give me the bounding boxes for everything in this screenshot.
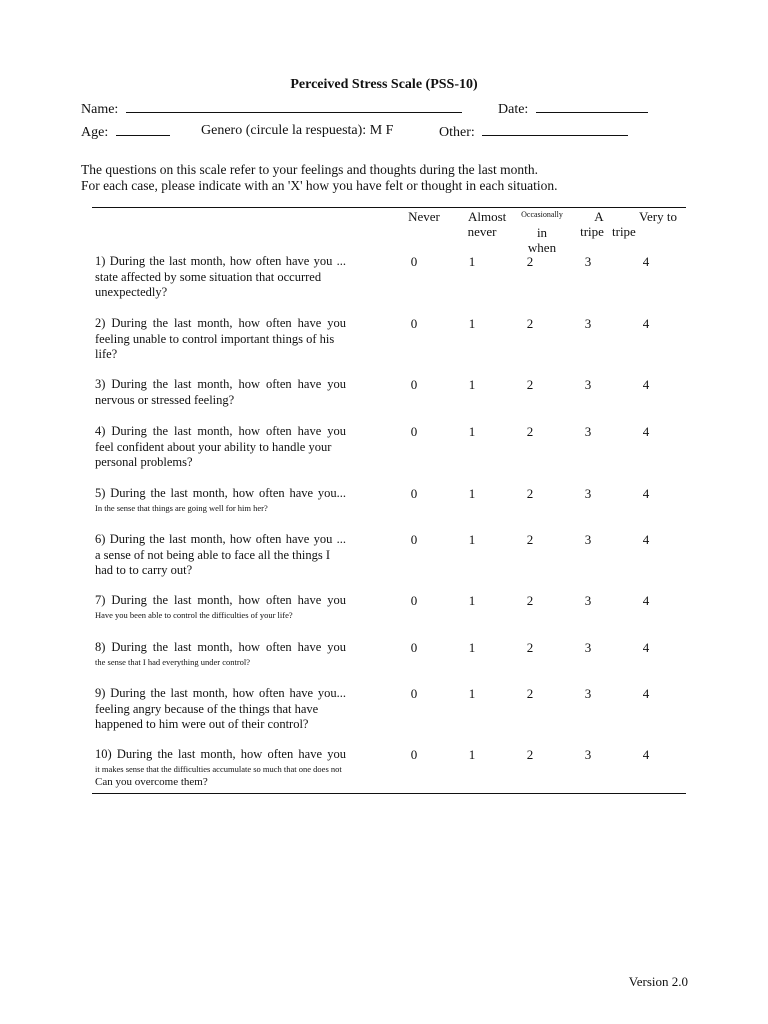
score-option[interactable]: 2 [526,747,534,762]
score-option[interactable]: 4 [642,532,650,547]
question-text [95,254,346,301]
question-lead: 7) During the last month, how often have you [95,593,346,607]
question-detail: a sense of not being able to face all the things I had to to carry out? [95,547,330,577]
score-option[interactable]: 0 [410,532,418,547]
name-field[interactable] [126,100,462,113]
score-option[interactable]: 1 [468,377,476,392]
question-text [95,593,346,621]
version-footer: Version 2.0 [628,974,688,989]
column-header-occasionally: Occasionally in when [521,210,563,255]
score-option[interactable]: 1 [468,254,476,269]
score-option[interactable]: 3 [584,747,592,762]
score-option[interactable]: 3 [584,640,592,655]
score-option[interactable]: 2 [526,532,534,547]
score-option[interactable]: 1 [468,747,476,762]
question-detail-2: Can you overcome them? [95,775,208,788]
question-text [95,316,346,363]
intro-line-2: For each case, please indicate with an 'X' how you have felt or thought in each situation. [81,178,558,193]
score-option[interactable]: 4 [642,640,650,655]
date-field-row [498,100,648,118]
score-option[interactable]: 4 [642,254,650,269]
question-detail: Have you been able to control the difficulties of your life? [95,609,293,620]
question-lead: 9) During the last month, how often have you... [95,686,346,700]
question-lead: 10) During the last month, how often have you [95,747,346,761]
question-detail: it makes sense that the difficulties accumulate so much that one does not [95,763,342,774]
score-option[interactable]: 3 [584,686,592,701]
table-top-rule [92,207,686,208]
score-option[interactable]: 2 [526,377,534,392]
question-text [95,486,346,514]
score-option[interactable]: 4 [642,593,650,608]
score-option[interactable]: 0 [410,686,418,701]
form-title: Perceived Stress Scale (PSS-10) [290,77,478,92]
score-option[interactable]: 2 [526,640,534,655]
other-field[interactable] [482,123,628,136]
name-field-row [81,100,462,118]
other-field-row [439,123,628,141]
date-field[interactable] [536,100,648,113]
score-option[interactable]: 3 [584,424,592,439]
question-text [95,747,346,790]
question-detail: feeling unable to control important things of his life? [95,331,335,361]
score-option[interactable]: 1 [468,486,476,501]
score-option[interactable]: 0 [410,640,418,655]
score-option[interactable]: 0 [410,747,418,762]
score-option[interactable]: 1 [468,316,476,331]
score-option[interactable]: 1 [468,532,476,547]
question-detail: state affected by some situation that occurred unexpectedly? [95,269,322,299]
question-detail: In the sense that things are going well for him her? [95,502,268,513]
score-option[interactable]: 0 [410,486,418,501]
score-option[interactable]: 0 [410,316,418,331]
score-option[interactable]: 0 [410,254,418,269]
question-text [95,640,346,668]
score-option[interactable]: 1 [468,593,476,608]
column-header-almost-never: Almost never [467,209,507,239]
question-detail: the sense that I had everything under control? [95,656,251,667]
column-header-a-tripe: A tripe [580,209,604,239]
score-option[interactable]: 2 [526,486,534,501]
score-option[interactable]: 2 [526,424,534,439]
score-option[interactable]: 3 [584,486,592,501]
question-text [95,424,346,471]
score-option[interactable]: 4 [642,486,650,501]
question-lead: 5) During the last month, how often have you... [95,486,346,500]
score-option[interactable]: 1 [468,640,476,655]
score-option[interactable]: 4 [642,316,650,331]
question-detail: feel confident about your ability to handle your personal problems? [95,439,332,469]
question-lead: 6) During the last month, how often have you ... [95,532,346,546]
score-option[interactable]: 1 [468,424,476,439]
score-option[interactable]: 4 [642,424,650,439]
score-option[interactable]: 3 [584,377,592,392]
question-detail: nervous or stressed feeling? [95,392,235,407]
question-lead: 4) During the last month, how often have you [95,424,346,438]
score-option[interactable]: 3 [584,593,592,608]
score-option[interactable]: 1 [468,686,476,701]
score-option[interactable]: 4 [642,686,650,701]
question-lead: 2) During the last month, how often have you [95,316,346,330]
score-option[interactable]: 3 [584,532,592,547]
score-option[interactable]: 4 [642,747,650,762]
score-option[interactable]: 3 [584,316,592,331]
age-label: Age: [81,125,109,140]
question-detail: feeling angry because of the things that have happened to him were out of their control? [95,701,319,731]
score-option[interactable]: 0 [410,377,418,392]
score-option[interactable]: 0 [410,593,418,608]
table-bottom-rule [92,793,686,794]
question-text [95,686,346,733]
score-option[interactable]: 2 [526,316,534,331]
score-option[interactable]: 3 [584,254,592,269]
question-lead: 3) During the last month, how often have you [95,377,346,391]
other-label: Other: [439,125,475,140]
gender-label[interactable]: Genero (circule la respuesta): M F [201,123,394,138]
name-label: Name: [81,102,119,117]
question-text [95,532,346,579]
question-lead: 8) During the last month, how often have you [95,640,346,654]
score-option[interactable]: 2 [526,593,534,608]
score-option[interactable]: 4 [642,377,650,392]
intro-line-1: The questions on this scale refer to your feelings and thoughts during the last month. [81,162,539,177]
column-header-very-to: Very to tripe [612,209,677,239]
score-option[interactable]: 0 [410,424,418,439]
score-option[interactable]: 2 [526,686,534,701]
age-field[interactable] [116,123,170,136]
question-lead: 1) During the last month, how often have you ... [95,254,346,268]
date-label: Date: [498,102,529,117]
column-header-never: Never [408,209,440,224]
age-field-row [81,123,170,141]
score-option[interactable]: 2 [526,254,534,269]
question-text [95,377,346,408]
